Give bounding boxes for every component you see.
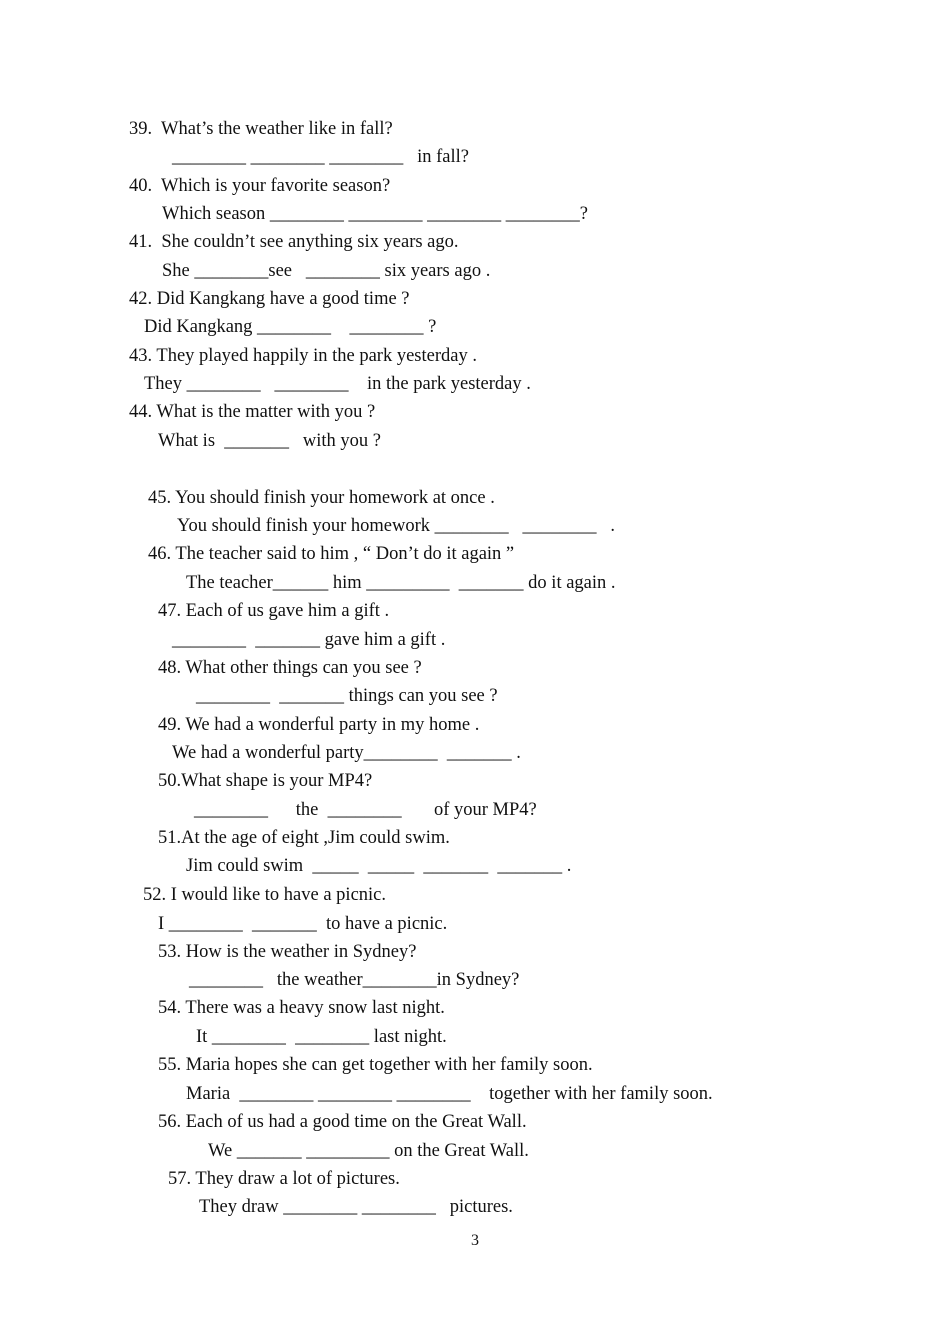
answer-51: Jim could swim _____ _____ _______ _______ . — [186, 856, 572, 876]
question-51: 51.At the age of eight ,Jim could swim. — [158, 828, 450, 848]
question-39: 39. What’s the weather like in fall? — [129, 119, 393, 139]
answer-53: ________ the weather________in Sydney? — [189, 970, 520, 990]
answer-43: They ________ ________ in the park yesterday . — [144, 374, 531, 394]
question-46: 46. The teacher said to him , “ Don’t do it again ” — [148, 544, 515, 564]
answer-45: You should finish your homework ________ ________ . — [177, 516, 616, 536]
answer-39: ________ ________ ________ in fall? — [172, 147, 470, 167]
answer-57: They draw ________ ________ pictures. — [199, 1197, 513, 1217]
question-47: 47. Each of us gave him a gift . — [158, 601, 390, 621]
answer-46: The teacher______ him _________ _______ do it again . — [186, 573, 616, 593]
answer-48: ________ _______ things can you see ? — [196, 686, 498, 706]
answer-49: We had a wonderful party________ _______ . — [172, 743, 521, 763]
answer-50: ________ the ________ of your MP4? — [194, 800, 537, 820]
answer-42: Did Kangkang ________ ________ ? — [144, 317, 437, 337]
question-49: 49. We had a wonderful party in my home . — [158, 715, 480, 735]
question-55: 55. Maria hopes she can get together with her family soon. — [158, 1055, 593, 1075]
answer-55: Maria ________ ________ ________ together with her family soon. — [186, 1084, 713, 1104]
question-42: 42. Did Kangkang have a good time ? — [129, 289, 410, 309]
question-43: 43. They played happily in the park yesterday . — [129, 346, 477, 366]
question-48: 48. What other things can you see ? — [158, 658, 422, 678]
question-54: 54. There was a heavy snow last night. — [158, 998, 445, 1018]
page-number: 3 — [471, 1232, 479, 1249]
answer-47: ________ _______ gave him a gift . — [172, 630, 446, 650]
answer-52: I ________ _______ to have a picnic. — [158, 914, 448, 934]
question-52: 52. I would like to have a picnic. — [143, 885, 387, 905]
question-56: 56. Each of us had a good time on the Great Wall. — [158, 1112, 527, 1132]
answer-56: We _______ _________ on the Great Wall. — [208, 1141, 529, 1161]
question-41: 41. She couldn’t see anything six years ago. — [129, 232, 459, 252]
answer-40: Which season ________ ________ ________ ________? — [162, 204, 588, 224]
question-57: 57. They draw a lot of pictures. — [168, 1169, 400, 1189]
question-40: 40. Which is your favorite season? — [129, 176, 391, 196]
question-53: 53. How is the weather in Sydney? — [158, 942, 417, 962]
answer-54: It ________ ________ last night. — [196, 1027, 447, 1047]
answer-41: She ________see ________ six years ago . — [162, 261, 491, 281]
question-45: 45. You should finish your homework at once . — [148, 488, 495, 508]
question-44: 44. What is the matter with you ? — [129, 402, 376, 422]
question-50: 50.What shape is your MP4? — [158, 771, 373, 791]
answer-44: What is _______ with you ? — [158, 431, 382, 451]
